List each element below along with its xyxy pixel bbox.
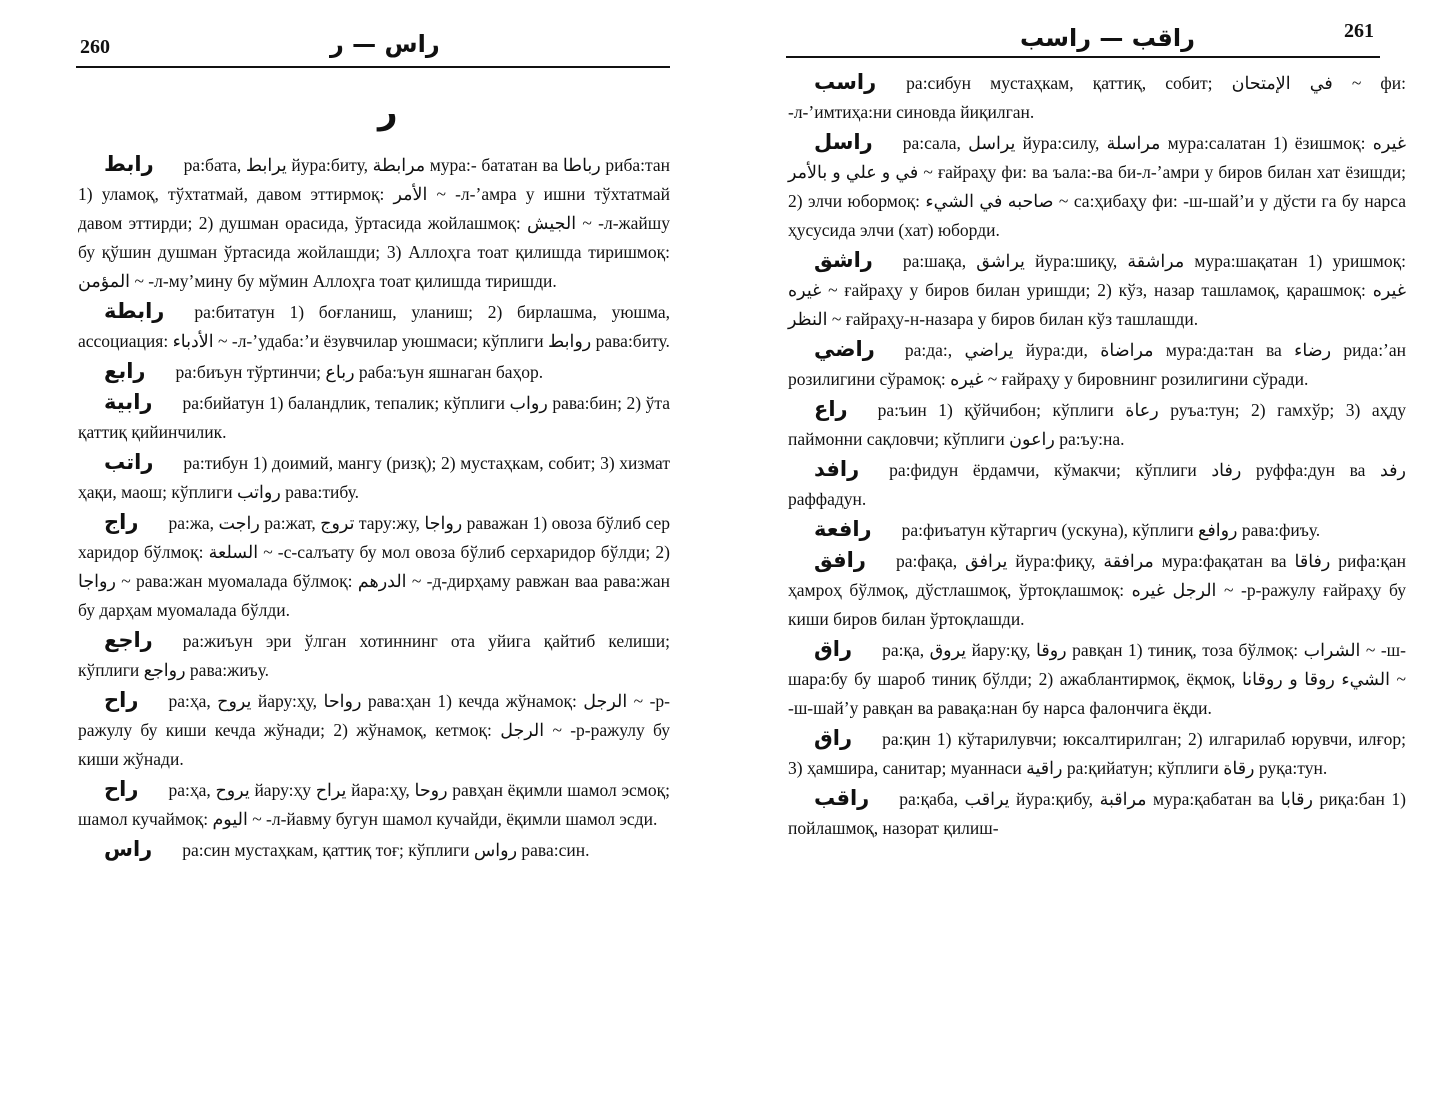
entry-definition: ра:ҳа, يروح йару:ҳу يراح йара:ҳу, روحا равҳан ёқимли шамол эсмоқ; шамол кучаймоқ: اليوم ~ -л-йавму бугун шамол кучайди, ёқимли шамол эсди. [78, 780, 670, 829]
entry-definition: ра:да:, يراضي йура:ди, مراضاة мура:да:тан ва رضاء рида:’ан розилигини сўрамоқ: غيره ~ ғайраҳу у бировнинг розилигини сўради. [788, 340, 1407, 389]
entry-headword: راج [104, 510, 139, 534]
dictionary-entry [78, 357, 670, 387]
dictionary-entry [788, 395, 1406, 454]
entry-headword: رافعة [814, 517, 872, 541]
entry-headword: راشق [814, 248, 873, 272]
entry-definition: ра:шақа, يراشق йура:шиқу, مراشقة мура:шақатан 1) уришмоқ: غيره ~ ғайраҳу у биров билан уришди; 2) кўз, назар ташламоқ, қарашмоқ: غيره النظر ~ ғайраҳу-н-назара у биров билан кўз ташлашди. [788, 251, 1406, 329]
dictionary-entry [788, 546, 1406, 634]
dictionary-entry [788, 246, 1406, 334]
dictionary-entry [788, 515, 1406, 545]
left-entries [78, 150, 670, 866]
entry-headword: راتب [104, 450, 154, 474]
entry-definition: ра:жа, راجت ра:жат, تروج тару:жу, رواجا раважан 1) овоза бўлиб сер харидор бўлмоқ: السلعة ~ -с-салъату бу мол овоза бўлиб серхаридор бўлди; 2) رواجا ~ рава:жан муомалада бўлмоқ: الدرهم ~ -д-дирҳаму равжан ваа рава:жан бу дарҳам муомалада бўлди. [78, 513, 670, 620]
running-head: راس — ر [330, 30, 440, 58]
running-head: راقب — راسب [1020, 24, 1195, 52]
entry-definition: ра:ъин 1) қўйчибон; кўплиги رعاة руъа:тун; 2) гамхўр; 3) аҳду паймонни сақловчи; кўплиги راعون ра:ъу:на. [788, 400, 1406, 449]
entry-definition: ра:бийатун 1) баландлик, тепалик; кўплиги رواب рава:бин; 2) ўта қаттиқ қийинчилик. [78, 393, 670, 442]
dictionary-entry [788, 635, 1406, 723]
dictionary-entry [78, 508, 670, 625]
header-rule [786, 56, 1380, 58]
entry-headword: راجع [104, 628, 153, 652]
entry-headword: راسل [814, 130, 873, 154]
entry-definition: ра:ҳа, يروح йару:ҳу, رواحا рава:ҳан 1) кечда жўнамоқ: الرجل ~ -р-ражулу бу киши кечда жўнади; 2) жўнамоқ, кетмоқ: الرجل ~ -р-ражулу бу киши жўнади. [78, 691, 671, 769]
dictionary-entry [788, 128, 1406, 245]
dictionary-entry [78, 775, 670, 834]
right-entries [788, 68, 1406, 844]
dictionary-entry [788, 68, 1406, 127]
dictionary-entry [788, 455, 1406, 514]
entry-headword: راس [104, 837, 153, 861]
entry-headword: راضي [814, 337, 875, 361]
right-page [760, 0, 1440, 1114]
entry-definition: ра:фиъатун кўтаргич (ускуна), кўплиги روافع рава:фиъу. [901, 520, 1321, 540]
entry-definition: ра:қаба, يراقب йура:қибу, مراقبة мура:қабатан ва رقابا риқа:бан 1) пойлашмоқ, назорат қилиш- [788, 789, 1406, 838]
entry-definition: ра:бата, يرابط йура:биту, مرابطة мура:- бататан ва رباطا риба:тан 1) уламоқ, тўхтатмай, давом эттирмоқ: الأمر ~ -л-’амра у ишни тўхтатмай давом эттирди; 2) душман орасида, ўртасида жойлашмоқ: الجيش ~ -л-жайшу бу қўшин душман ўртасида жойлашди; 3) Аллоҳга тоат қилишда тиришмоқ: المؤمن ~ -л-му’мину бу мўмин Аллоҳга тоат қилишда тиришди. [78, 155, 670, 291]
entry-definition: ра:қин 1) кўтарилувчи; юксалтирилган; 2) илгарилаб юрувчи, илғор; 3) ҳамшира, санитар; муаннаси راقية ра:қийатун; кўплиги رقاة руқа:тун. [788, 729, 1406, 778]
page-number: 261 [1344, 20, 1374, 42]
entry-headword: رابطة [104, 299, 165, 323]
entry-headword: راق [814, 726, 853, 750]
entry-headword: راسب [814, 70, 877, 94]
entry-headword: رابع [104, 359, 146, 383]
entry-definition: ра:фақа, يرافق йура:фиқу, مرافقة мура:фақатан ва رفاقا рифа:қан ҳамроҳ бўлмоқ, дўстлашмоқ, ўртоқлашмоқ: الرجل غيره ~ -р-ражулу ғайраҳу бу киши биров билан ўртоқлашди. [788, 551, 1406, 629]
entry-headword: راع [814, 397, 848, 421]
entry-definition: ра:қа, يروق йару:қу, روقا равқан 1) тиниқ, тоза бўлмоқ: الشراب ~ -ш-шара:бу бу шароб тиниқ бўлди; 2) ажаблантирмоқ, ёқмоқ, الشيء روقا و روقانا ~ -ш-шай’у равқан ва равақа:нан бу нарса фалончига ёқди. [788, 640, 1406, 718]
entry-headword: رافد [814, 457, 860, 481]
left-page [0, 0, 700, 1114]
dictionary-entry [78, 150, 670, 296]
dictionary-entry [78, 686, 670, 774]
dictionary-entry [78, 448, 670, 507]
entry-definition: ра:тибун 1) доимий, мангу (ризқ); 2) мустаҳкам, собит; 3) хизмат ҳақи, маош; кўплиги رواتب рава:тибу. [78, 453, 670, 502]
dictionary-entry [78, 388, 670, 447]
header-rule [76, 66, 670, 68]
section-letter: ر [378, 92, 398, 132]
entry-definition: ра:битатун 1) боғланиш, уланиш; 2) бирлашма, уюшма, ассоциация: الأدباء ~ -л-’удаба:’и ёзувчилар уюшмаси; кўплиги روابط рава:биту. [78, 302, 670, 351]
dictionary-entry [788, 335, 1406, 394]
dictionary-entry [78, 626, 670, 685]
entry-headword: راق [814, 637, 853, 661]
entry-headword: راقب [814, 786, 870, 810]
page-number: 260 [80, 36, 110, 58]
dictionary-entry [788, 784, 1406, 843]
dictionary-entry [78, 297, 670, 356]
entry-definition: ра:жиъун эри ўлган хотиннинг ота уйига қайтиб келиши; кўплиги رواجع рава:жиъу. [78, 631, 670, 680]
entry-headword: راح [104, 688, 139, 712]
entry-definition: ра:биъун тўртинчи; رباع раба:ъун яшнаган баҳор. [175, 362, 544, 382]
entry-definition: ра:фидун ёрдамчи, кўмакчи; кўплиги رفاد руффа:дун ва رفد раффадун. [788, 460, 1407, 509]
entry-headword: رابط [104, 152, 154, 176]
entry-headword: راح [104, 777, 139, 801]
dictionary-entry [78, 835, 670, 865]
entry-headword: رابية [104, 390, 153, 414]
entry-definition: ра:сибун мустаҳкам, қаттиқ, собит; في الإمتحان ~ фи: -л-’имтиҳа:ни синовда йиқилган. [788, 73, 1406, 122]
entry-definition: ра:сала, يراسل йура:силу, مراسلة мура:салатан 1) ёзишмоқ: غيره في و علي و بالأمر ~ ғайраҳу фи: ва ъала:-ва би-л-’амри у биров билан хат ёзишди; 2) элчи юбормоқ: صاحبه في الشيء ~ са:ҳибаҳу фи: -ш-шай’и у дўсти га бу нарса ҳусусида элчи (хат) юборди. [788, 133, 1407, 240]
entry-definition: ра:син мустаҳкам, қаттиқ тоғ; кўплиги رواس рава:син. [182, 840, 590, 860]
entry-headword: رافق [814, 548, 866, 572]
dictionary-entry [788, 724, 1406, 783]
